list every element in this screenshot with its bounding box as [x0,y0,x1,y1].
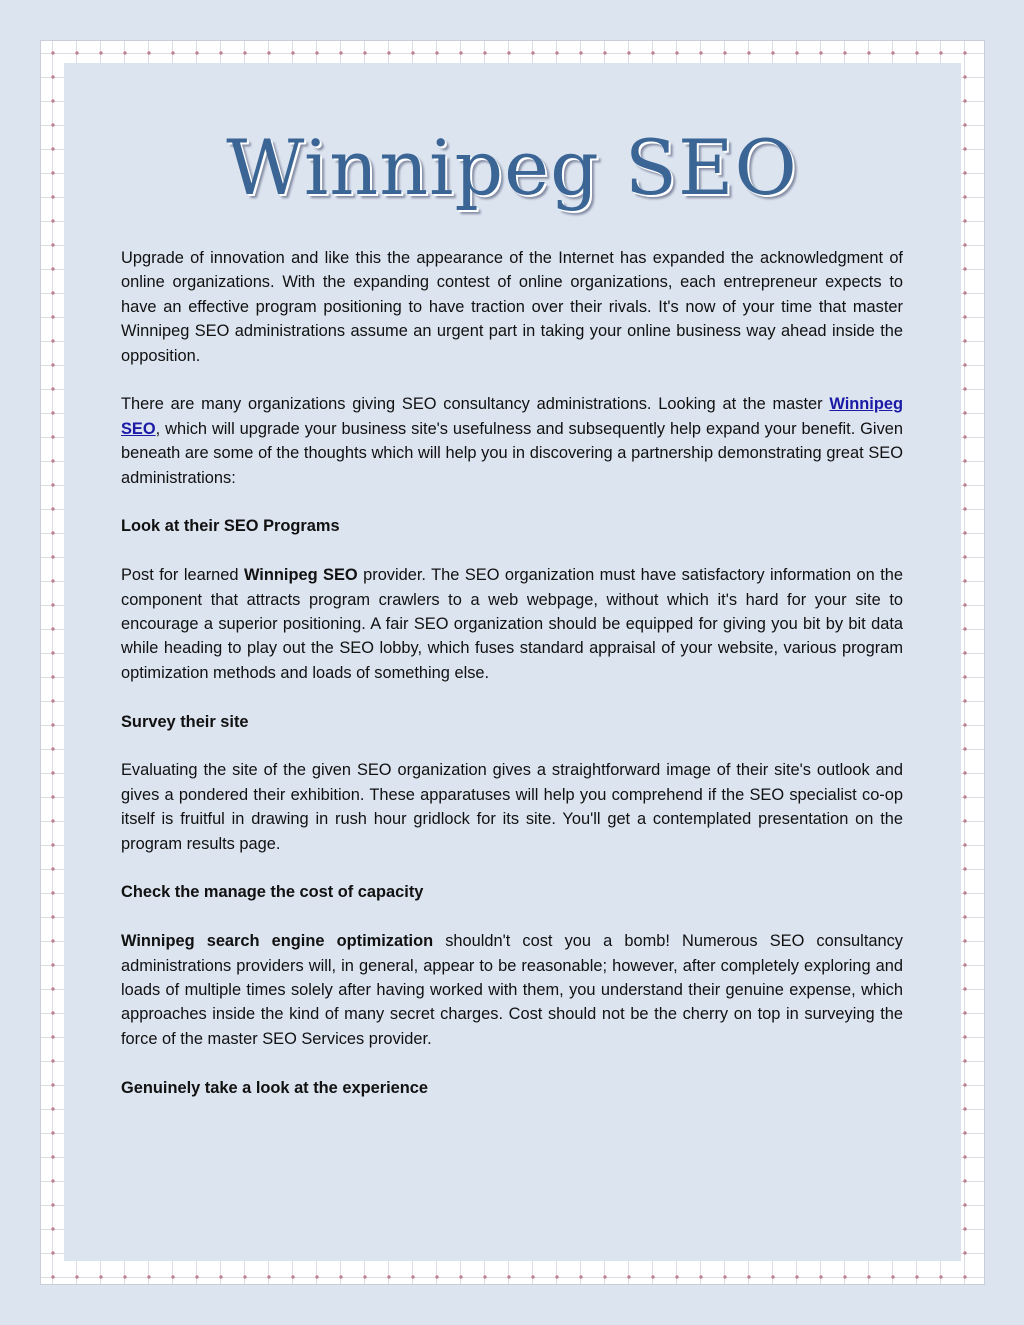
section-heading-survey: Survey their site [121,712,249,731]
bold-term: Winnipeg SEO [243,566,358,585]
paragraph-text: Post for learned [121,566,244,585]
section-heading-cost: Check the manage the cost of capacity [121,883,424,902]
paragraph-consultancy [121,392,903,490]
paragraph-text: provider. The SEO organization must have satisfactory information on the component that attracts program crawlers to a web webpage, without which it's hard for your site to encourage a superior positioning. A fair SEO organization should be equipped for giving you bit by bit data while heading to play out the SEO lobby, which fuses standard appraisal of your website, various program optimization methods and loads of something else. [121,566,904,682]
winnipeg-seo-link[interactable]: Winnipeg SEO [121,395,903,438]
paragraph-survey: Evaluating the site of the given SEO organization gives a straightforward image of their site's outlook and gives a pondered their exhibition. These apparatuses will help you comprehend if the SEO specialist co-op itself is fruitful in drawing in rush hour gridlock for its site. You'll get a contemplated presentation on the program results page. [121,761,903,853]
paragraph-programs [121,563,903,685]
section-heading-experience: Genuinely take a look at the experience [121,1078,428,1097]
paragraph-text: , which will upgrade your business site's usefulness and subsequently help expand your benefit. Given beneath are some of the thoughts which will help you in discovering a partnership demonstrating great SEO administrations: [121,419,903,487]
paragraph-cost [121,929,903,1051]
article-body [121,246,903,1124]
paragraph-intro: Upgrade of innovation and like this the appearance of the Internet has expanded the acknowledgment of online organizations. With the expanding contest of online organizations, each entrepreneur expects to have an effective program positioning to have traction over their rivals. It's now of your time that master Winnipeg SEO administrations assume an urgent part in taking your online business way ahead inside the opposition. [121,249,903,365]
section-heading-programs: Look at their SEO Programs [121,517,340,536]
bold-term: Winnipeg search engine optimization [121,932,434,951]
page-title: Winnipeg SEO [226,123,798,212]
paragraph-text: shouldn't cost you a bomb! Numerous SEO consultancy administrations providers will, in general, appear to be reasonable; however, after completely exploring and loads of multiple times solely after having worked with them, you understand their genuine expense, which approaches inside the kind of many secret charges. Cost should not be the cherry on top in surveying the force of the master SEO Services provider. [121,932,903,1048]
paragraph-text: There are many organizations giving SEO consultancy administrations. Looking at the master [121,395,830,414]
